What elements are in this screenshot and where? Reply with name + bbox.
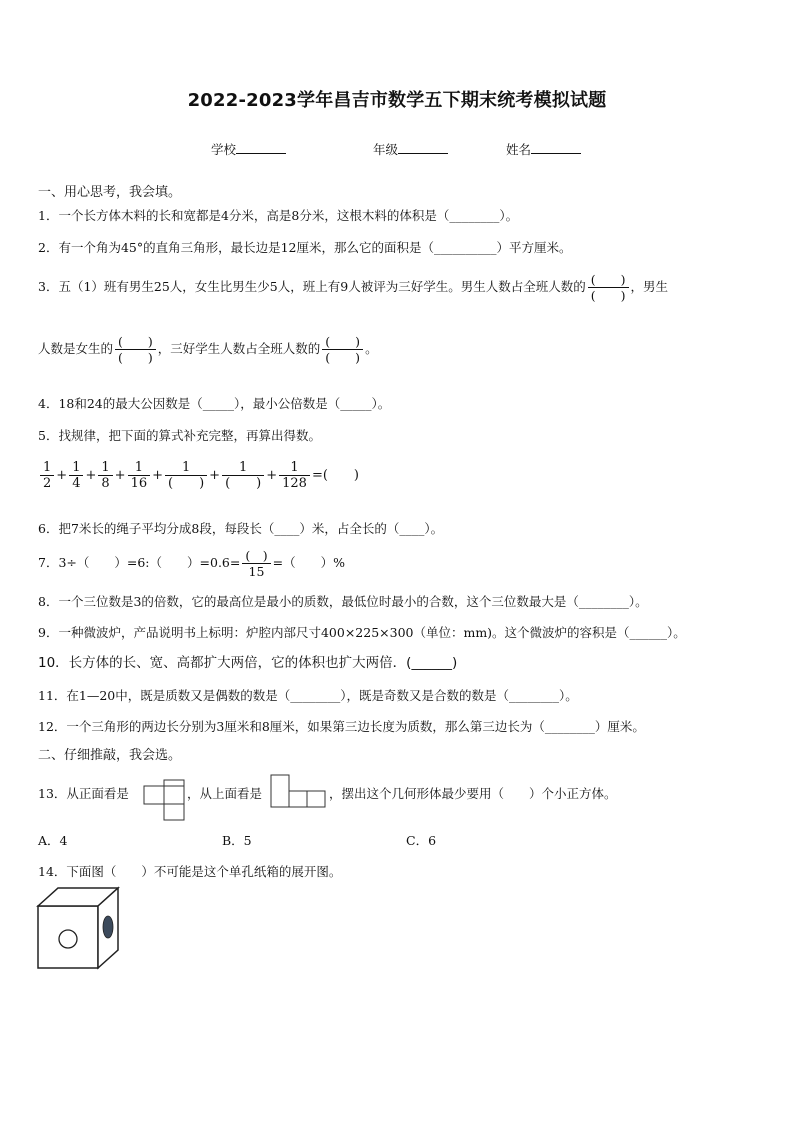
frac-blank-5[interactable]: $\frac{1}{( )}$ <box>165 460 207 491</box>
question-13-text-a: 13．从正面看是 <box>38 786 129 801</box>
name-label: 姓名 <box>506 142 532 157</box>
question-3-text-a: 3．五（1）班有男生25人，女生比男生少5人，班上有9人被评为三好学生。男生人数占全班人数的 <box>38 279 586 294</box>
question-3-line1 <box>38 272 668 303</box>
fraction-blank-boys-total[interactable]: $\frac{( )}{( )}$ <box>588 272 629 303</box>
question-8: 8．一个三位数是3的倍数，它的最高位是最小的质数，最低位时最小的合数，这个三位数最大是（________）。 <box>38 594 648 609</box>
formula-answer-blank[interactable]: =( ) <box>311 468 360 483</box>
option-c[interactable]: C．6 <box>406 833 437 848</box>
option-a[interactable]: A．4 <box>38 833 68 848</box>
frac-blank-6[interactable]: $\frac{1}{( )}$ <box>222 460 264 491</box>
box-figure <box>36 886 122 970</box>
question-3-text-e: 。 <box>365 341 378 356</box>
question-13-text-c: ，摆出这个几何形体最少要用（ ）个小正方体。 <box>329 786 617 801</box>
question-2: 2．有一个角为45°的直角三角形，最长边是12厘米，那么它的面积是（__________）平方厘米。 <box>38 240 572 255</box>
question-5-formula: $\frac{1}{2}$ + $\frac{1}{4}$ + $\frac{1}{8}$ + $\frac{1}{16}$ + $\frac{1}{( )}$ + $\frac{1}{( )}$ + $\frac{1}{128}$ =( ) <box>38 460 359 491</box>
question-10: 10．长方体的长、宽、高都扩大两倍，它的体积也扩大两倍．(______) <box>38 655 458 671</box>
question-7-text-b: =（ ）% <box>272 555 345 570</box>
section-1-heading: 一、用心思考，我会填。 <box>38 185 182 200</box>
frac-1-4: $\frac{1}{4}$ <box>69 460 83 491</box>
question-3-text-b: ，男生 <box>630 279 669 294</box>
question-1: 1．一个长方体木料的长和宽都是4分米，高是8分米，这根木料的体积是（________）。 <box>38 208 519 223</box>
school-label: 学校 <box>211 142 237 157</box>
option-b[interactable]: B．5 <box>222 833 252 848</box>
question-13-text-b: ，从上面看是 <box>187 786 263 801</box>
school-underline <box>236 141 286 154</box>
top-view-figure <box>270 774 326 808</box>
section-2-heading: 二、仔细推敲，我会选。 <box>38 748 182 763</box>
question-5: 5．找规律，把下面的算式补充完整，再算出得数。 <box>38 428 321 443</box>
school-field[interactable] <box>211 141 286 158</box>
grade-underline <box>398 141 448 154</box>
question-7 <box>38 548 345 579</box>
fraction-blank-merit-total[interactable]: $\frac{( )}{( )}$ <box>322 334 363 365</box>
frac-1-8: $\frac{1}{8}$ <box>98 460 112 491</box>
question-3-text-c: 人数是女生的 <box>38 341 114 356</box>
page-title: 2022-2023学年昌吉市数学五下期末统考模拟试题 <box>187 90 607 111</box>
question-3-text-d: ，三好学生人数占全班人数的 <box>157 341 321 356</box>
fraction-blank-15[interactable]: $\frac{( )}{15}$ <box>242 548 270 579</box>
name-field[interactable] <box>506 141 581 158</box>
question-14: 14．下面图（ ）不可能是这个单孔纸箱的展开图。 <box>38 864 342 879</box>
question-3-line2 <box>38 334 378 365</box>
frac-1-16: $\frac{1}{16}$ <box>128 460 151 491</box>
grade-field[interactable] <box>373 141 448 158</box>
question-7-text-a: 7．3÷（ ）=6:（ ）=0.6= <box>38 555 241 570</box>
name-underline <box>531 141 581 154</box>
front-view-figure <box>143 779 185 821</box>
question-11: 11．在1—20中，既是质数又是偶数的数是（________），既是奇数又是合数的数是（________）。 <box>38 688 578 703</box>
frac-1-128: $\frac{1}{128}$ <box>279 460 310 491</box>
question-9: 9．一种微波炉，产品说明书上标明：炉腔内部尺寸400×225×300（单位：mm)。这个微波炉的容积是（______）。 <box>38 625 686 640</box>
question-4: 4．18和24的最大公因数是（_____），最小公倍数是（_____）。 <box>38 396 391 411</box>
question-6: 6．把7米长的绳子平均分成8段，每段长（____）米，占全长的（____）。 <box>38 521 444 536</box>
fraction-blank-boys-girls[interactable]: $\frac{( )}{( )}$ <box>115 334 156 365</box>
frac-1-2: $\frac{1}{2}$ <box>40 460 54 491</box>
grade-label: 年级 <box>373 142 399 157</box>
question-12: 12．一个三角形的两边长分别为3厘米和8厘米，如果第三边长度为质数，那么第三边长为（________）厘米。 <box>38 719 645 734</box>
